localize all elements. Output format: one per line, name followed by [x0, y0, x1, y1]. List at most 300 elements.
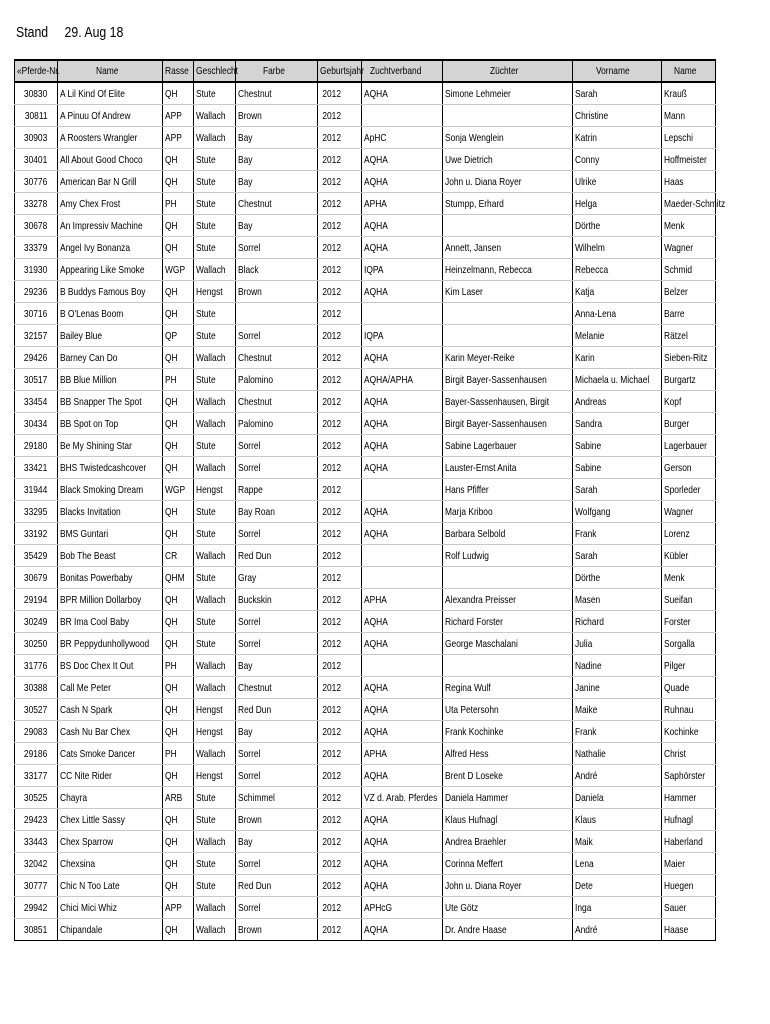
geburtsjahr-cell: 2012: [318, 435, 362, 457]
zuchtverband-cell: AQHA: [362, 82, 443, 105]
owner-name-cell: Kübler: [662, 545, 716, 567]
vorname-cell: Nathalie: [573, 743, 662, 765]
geburtsjahr-cell: 2012: [318, 82, 362, 105]
geschlecht-cell: Stute: [194, 149, 236, 171]
farbe-cell: Chestnut: [236, 82, 318, 105]
geschlecht-cell: Stute: [194, 787, 236, 809]
zuechter-cell: [443, 303, 573, 325]
owner-name-cell: Huegen: [662, 875, 716, 897]
rasse-cell: APP: [163, 105, 194, 127]
farbe-cell: Bay: [236, 655, 318, 677]
farbe-cell: Brown: [236, 281, 318, 303]
pferde-nr-cell: 29236: [15, 281, 58, 303]
pferde-nr-cell: 32157: [15, 325, 58, 347]
zuechter-cell: Alfred Hess: [443, 743, 573, 765]
zuchtverband-cell: AQHA: [362, 875, 443, 897]
farbe-cell: Brown: [236, 919, 318, 941]
pferde-nr-cell: 30777: [15, 875, 58, 897]
horse-name-cell: Chic N Too Late: [58, 875, 163, 897]
geburtsjahr-cell: 2012: [318, 633, 362, 655]
rasse-cell: PH: [163, 193, 194, 215]
owner-name-cell: Menk: [662, 567, 716, 589]
vorname-cell: Frank: [573, 523, 662, 545]
rasse-cell: WGP: [163, 259, 194, 281]
zuchtverband-cell: AQHA: [362, 435, 443, 457]
geburtsjahr-cell: 2012: [318, 699, 362, 721]
rasse-cell: QH: [163, 523, 194, 545]
zuchtverband-cell: [362, 303, 443, 325]
rasse-cell: QH: [163, 171, 194, 193]
vorname-cell: Ulrike: [573, 171, 662, 193]
owner-name-cell: Belzer: [662, 281, 716, 303]
geburtsjahr-cell: 2012: [318, 743, 362, 765]
farbe-cell: Chestnut: [236, 677, 318, 699]
table-row: [15, 831, 716, 853]
horse-name-cell: BR Ima Cool Baby: [58, 611, 163, 633]
geschlecht-cell: Stute: [194, 215, 236, 237]
geburtsjahr-cell: 2012: [318, 897, 362, 919]
zuechter-cell: [443, 105, 573, 127]
rasse-cell: QH: [163, 281, 194, 303]
zuechter-cell: Heinzelmann, Rebecca: [443, 259, 573, 281]
geschlecht-cell: Wallach: [194, 677, 236, 699]
horse-name-cell: BB Snapper The Spot: [58, 391, 163, 413]
vorname-cell: Sarah: [573, 479, 662, 501]
vorname-cell: Karin: [573, 347, 662, 369]
geschlecht-cell: Stute: [194, 633, 236, 655]
horse-name-cell: Chici Mici Whiz: [58, 897, 163, 919]
geburtsjahr-cell: 2012: [318, 721, 362, 743]
rasse-cell: QH: [163, 721, 194, 743]
zuechter-cell: Simone Lehmeier: [443, 82, 573, 105]
table-row: [15, 809, 716, 831]
pferde-nr-cell: 30527: [15, 699, 58, 721]
geburtsjahr-cell: 2012: [318, 325, 362, 347]
farbe-cell: [236, 303, 318, 325]
zuechter-cell: Karin Meyer-Reike: [443, 347, 573, 369]
horse-name-cell: BPR Million Dollarboy: [58, 589, 163, 611]
zuechter-cell: Lauster-Ernst Anita: [443, 457, 573, 479]
geschlecht-cell: Wallach: [194, 831, 236, 853]
vorname-cell: Dörthe: [573, 215, 662, 237]
zuchtverband-cell: AQHA: [362, 699, 443, 721]
farbe-cell: Bay Roan: [236, 501, 318, 523]
rasse-cell: QH: [163, 435, 194, 457]
vorname-cell: Melanie: [573, 325, 662, 347]
geschlecht-cell: Wallach: [194, 347, 236, 369]
zuechter-cell: John u. Diana Royer: [443, 875, 573, 897]
rasse-cell: QH: [163, 391, 194, 413]
rasse-cell: QH: [163, 457, 194, 479]
geburtsjahr-cell: 2012: [318, 347, 362, 369]
zuechter-cell: Birgit Bayer-Sassenhausen: [443, 369, 573, 391]
pferde-nr-cell: 30679: [15, 567, 58, 589]
horse-name-cell: Bonitas Powerbaby: [58, 567, 163, 589]
horse-name-cell: BS Doc Chex It Out: [58, 655, 163, 677]
vorname-cell: Masen: [573, 589, 662, 611]
owner-name-cell: Sorgalla: [662, 633, 716, 655]
horse-name-cell: American Bar N Grill: [58, 171, 163, 193]
rasse-cell: WGP: [163, 479, 194, 501]
farbe-cell: Bay: [236, 127, 318, 149]
geburtsjahr-cell: 2012: [318, 149, 362, 171]
rasse-cell: QH: [163, 677, 194, 699]
geburtsjahr-cell: 2012: [318, 589, 362, 611]
owner-name-cell: Haberland: [662, 831, 716, 853]
zuechter-cell: Bayer-Sassenhausen, Birgit: [443, 391, 573, 413]
geschlecht-cell: Hengst: [194, 765, 236, 787]
owner-name-cell: Rätzel: [662, 325, 716, 347]
rasse-cell: QH: [163, 809, 194, 831]
farbe-cell: Rappe: [236, 479, 318, 501]
rasse-cell: QH: [163, 413, 194, 435]
zuechter-cell: Brent D Loseke: [443, 765, 573, 787]
pferde-nr-cell: 29194: [15, 589, 58, 611]
geburtsjahr-cell: 2012: [318, 479, 362, 501]
zuchtverband-cell: [362, 479, 443, 501]
geburtsjahr-cell: 2012: [318, 765, 362, 787]
zuechter-cell: Regina Wulf: [443, 677, 573, 699]
owner-name-cell: Sieben-Ritz: [662, 347, 716, 369]
owner-name-cell: Sueifan: [662, 589, 716, 611]
table-header-row: [15, 60, 716, 82]
geschlecht-cell: Wallach: [194, 457, 236, 479]
vorname-cell: Nadine: [573, 655, 662, 677]
vorname-cell: Wolfgang: [573, 501, 662, 523]
horse-table: [14, 59, 726, 941]
farbe-cell: Bay: [236, 149, 318, 171]
zuchtverband-cell: [362, 567, 443, 589]
horse-name-cell: Chexsina: [58, 853, 163, 875]
zuechter-cell: Stumpp, Erhard: [443, 193, 573, 215]
pferde-nr-cell: 33278: [15, 193, 58, 215]
zuechter-cell: Barbara Selbold: [443, 523, 573, 545]
pferde-nr-cell: 31776: [15, 655, 58, 677]
pferde-nr-cell: 30517: [15, 369, 58, 391]
zuchtverband-cell: AQHA: [362, 765, 443, 787]
stand-date: 29. Aug 18: [64, 24, 124, 41]
geburtsjahr-cell: 2012: [318, 413, 362, 435]
horse-name-cell: BR Peppydunhollywood: [58, 633, 163, 655]
table-row: [15, 105, 716, 127]
table-row: [15, 567, 716, 589]
geburtsjahr-cell: 2012: [318, 831, 362, 853]
geschlecht-cell: Hengst: [194, 699, 236, 721]
vorname-cell: Michaela u. Michael: [573, 369, 662, 391]
vorname-cell: Inga: [573, 897, 662, 919]
geburtsjahr-cell: 2012: [318, 809, 362, 831]
horse-name-cell: A Roosters Wrangler: [58, 127, 163, 149]
farbe-cell: Sorrel: [236, 237, 318, 259]
rasse-cell: QH: [163, 853, 194, 875]
rasse-cell: ARB: [163, 787, 194, 809]
vorname-cell: Katja: [573, 281, 662, 303]
rasse-cell: CR: [163, 545, 194, 567]
geschlecht-cell: Wallach: [194, 545, 236, 567]
geschlecht-cell: Wallach: [194, 127, 236, 149]
vorname-cell: Janine: [573, 677, 662, 699]
zuchtverband-cell: AQHA: [362, 809, 443, 831]
rasse-cell: QH: [163, 633, 194, 655]
geburtsjahr-cell: 2012: [318, 523, 362, 545]
farbe-cell: Bay: [236, 721, 318, 743]
geburtsjahr-cell: 2012: [318, 875, 362, 897]
table-body: [15, 82, 726, 941]
zuechter-cell: Andrea Braehler: [443, 831, 573, 853]
horse-name-cell: BMS Guntari: [58, 523, 163, 545]
vorname-cell: Katrin: [573, 127, 662, 149]
table-row: [15, 479, 716, 501]
table-row: [15, 655, 716, 677]
vorname-cell: André: [573, 765, 662, 787]
zuechter-cell: Ute Götz: [443, 897, 573, 919]
farbe-cell: Red Dun: [236, 699, 318, 721]
vorname-cell: Maik: [573, 831, 662, 853]
pferde-nr-cell: 30851: [15, 919, 58, 941]
farbe-cell: Sorrel: [236, 743, 318, 765]
geschlecht-cell: Stute: [194, 369, 236, 391]
farbe-cell: Red Dun: [236, 875, 318, 897]
geburtsjahr-cell: 2012: [318, 853, 362, 875]
zuchtverband-cell: AQHA: [362, 611, 443, 633]
rasse-cell: QH: [163, 611, 194, 633]
table-row: [15, 853, 716, 875]
pferde-nr-cell: 29942: [15, 897, 58, 919]
horse-name-cell: CC Nite Rider: [58, 765, 163, 787]
vorname-cell: Helga: [573, 193, 662, 215]
table-row: [15, 215, 716, 237]
zuchtverband-cell: APHcG: [362, 897, 443, 919]
geschlecht-cell: Wallach: [194, 391, 236, 413]
zuchtverband-cell: AQHA: [362, 853, 443, 875]
geschlecht-cell: Stute: [194, 567, 236, 589]
horse-name-cell: B Buddys Famous Boy: [58, 281, 163, 303]
rasse-cell: APP: [163, 897, 194, 919]
pferde-nr-cell: 29423: [15, 809, 58, 831]
horse-name-cell: BB Blue Million: [58, 369, 163, 391]
farbe-cell: Bay: [236, 171, 318, 193]
zuechter-cell: Annett, Jansen: [443, 237, 573, 259]
horse-name-cell: BB Spot on Top: [58, 413, 163, 435]
geschlecht-cell: Wallach: [194, 413, 236, 435]
vorname-cell: Daniela: [573, 787, 662, 809]
geburtsjahr-cell: 2012: [318, 501, 362, 523]
rasse-cell: QH: [163, 765, 194, 787]
farbe-cell: Sorrel: [236, 523, 318, 545]
zuchtverband-cell: AQHA/APHA: [362, 369, 443, 391]
zuchtverband-cell: VZ d. Arab. Pferdes: [362, 787, 443, 809]
table-row: [15, 523, 716, 545]
rasse-cell: QH: [163, 919, 194, 941]
header-zuechter: Züchter: [443, 60, 573, 82]
horse-name-cell: Bob The Beast: [58, 545, 163, 567]
vorname-cell: Sabine: [573, 457, 662, 479]
geschlecht-cell: Stute: [194, 523, 236, 545]
geburtsjahr-cell: 2012: [318, 259, 362, 281]
zuchtverband-cell: [362, 105, 443, 127]
pferde-nr-cell: 33454: [15, 391, 58, 413]
geschlecht-cell: Stute: [194, 303, 236, 325]
vorname-cell: André: [573, 919, 662, 941]
owner-name-cell: Haas: [662, 171, 716, 193]
pferde-nr-cell: 35429: [15, 545, 58, 567]
pferde-nr-cell: 30716: [15, 303, 58, 325]
zuchtverband-cell: AQHA: [362, 831, 443, 853]
table-row: [15, 501, 716, 523]
horse-name-cell: Angel Ivy Bonanza: [58, 237, 163, 259]
vorname-cell: Frank: [573, 721, 662, 743]
owner-name-cell: Kochinke: [662, 721, 716, 743]
zuechter-cell: Daniela Hammer: [443, 787, 573, 809]
table-row: [15, 193, 716, 215]
zuechter-cell: Sabine Lagerbauer: [443, 435, 573, 457]
zuchtverband-cell: AQHA: [362, 919, 443, 941]
table-row: [15, 413, 716, 435]
horse-name-cell: Appearing Like Smoke: [58, 259, 163, 281]
owner-name-cell: Forster: [662, 611, 716, 633]
zuchtverband-cell: IQPA: [362, 259, 443, 281]
vorname-cell: Sarah: [573, 545, 662, 567]
pferde-nr-cell: 30249: [15, 611, 58, 633]
table-row: [15, 765, 716, 787]
table-row: [15, 281, 716, 303]
rasse-cell: QH: [163, 831, 194, 853]
vorname-cell: Wilhelm: [573, 237, 662, 259]
rasse-cell: QH: [163, 699, 194, 721]
rasse-cell: QH: [163, 303, 194, 325]
header-rasse: Rasse: [163, 60, 194, 82]
table-row: [15, 82, 716, 105]
pferde-nr-cell: 31944: [15, 479, 58, 501]
owner-name-cell: Hufnagl: [662, 809, 716, 831]
horse-name-cell: Cats Smoke Dancer: [58, 743, 163, 765]
pferde-nr-cell: 29426: [15, 347, 58, 369]
horse-name-cell: Chayra: [58, 787, 163, 809]
rasse-cell: QH: [163, 875, 194, 897]
vorname-cell: Rebecca: [573, 259, 662, 281]
horse-name-cell: Chipandale: [58, 919, 163, 941]
geburtsjahr-cell: 2012: [318, 127, 362, 149]
rasse-cell: QHM: [163, 567, 194, 589]
zuchtverband-cell: [362, 655, 443, 677]
vorname-cell: Lena: [573, 853, 662, 875]
pferde-nr-cell: 30525: [15, 787, 58, 809]
zuchtverband-cell: AQHA: [362, 215, 443, 237]
table-row: [15, 677, 716, 699]
horse-name-cell: Chex Sparrow: [58, 831, 163, 853]
pferde-nr-cell: 33192: [15, 523, 58, 545]
geschlecht-cell: Stute: [194, 853, 236, 875]
vorname-cell: Klaus: [573, 809, 662, 831]
geburtsjahr-cell: 2012: [318, 237, 362, 259]
geburtsjahr-cell: 2012: [318, 655, 362, 677]
zuchtverband-cell: AQHA: [362, 347, 443, 369]
zuechter-cell: Frank Kochinke: [443, 721, 573, 743]
header-farbe: Farbe: [236, 60, 318, 82]
vorname-cell: Anna-Lena: [573, 303, 662, 325]
owner-name-cell: Quade: [662, 677, 716, 699]
vorname-cell: Dörthe: [573, 567, 662, 589]
farbe-cell: Sorrel: [236, 853, 318, 875]
pferde-nr-cell: 30250: [15, 633, 58, 655]
pferde-nr-cell: 30434: [15, 413, 58, 435]
pferde-nr-cell: 31930: [15, 259, 58, 281]
zuechter-cell: Klaus Hufnagl: [443, 809, 573, 831]
owner-name-cell: Menk: [662, 215, 716, 237]
pferde-nr-cell: 30903: [15, 127, 58, 149]
rasse-cell: QH: [163, 237, 194, 259]
owner-name-cell: Hammer: [662, 787, 716, 809]
table-row: [15, 699, 716, 721]
table-row: [15, 743, 716, 765]
header-vorname: Vorname: [573, 60, 662, 82]
rasse-cell: QH: [163, 82, 194, 105]
owner-name-cell: Barre: [662, 303, 716, 325]
owner-name-cell: Saphörster: [662, 765, 716, 787]
header-geschlecht: Geschlecht: [194, 60, 236, 82]
geburtsjahr-cell: 2012: [318, 611, 362, 633]
zuchtverband-cell: AQHA: [362, 149, 443, 171]
zuechter-cell: Birgit Bayer-Sassenhausen: [443, 413, 573, 435]
zuechter-cell: Uta Petersohn: [443, 699, 573, 721]
horse-name-cell: Bailey Blue: [58, 325, 163, 347]
farbe-cell: Sorrel: [236, 325, 318, 347]
zuechter-cell: Rolf Ludwig: [443, 545, 573, 567]
farbe-cell: Palomino: [236, 413, 318, 435]
farbe-cell: Sorrel: [236, 633, 318, 655]
horse-name-cell: Be My Shining Star: [58, 435, 163, 457]
zuechter-cell: Dr. Andre Haase: [443, 919, 573, 941]
horse-name-cell: An Impressiv Machine: [58, 215, 163, 237]
geburtsjahr-cell: 2012: [318, 919, 362, 941]
pferde-nr-cell: 30776: [15, 171, 58, 193]
horse-name-cell: Amy Chex Frost: [58, 193, 163, 215]
farbe-cell: Sorrel: [236, 435, 318, 457]
zuechter-cell: Sonja Wenglein: [443, 127, 573, 149]
geschlecht-cell: Stute: [194, 809, 236, 831]
zuechter-cell: Marja Kriboo: [443, 501, 573, 523]
horse-name-cell: All About Good Choco: [58, 149, 163, 171]
owner-name-cell: Wagner: [662, 237, 716, 259]
table-row: [15, 545, 716, 567]
header-geburtsjahr: Geburtsjahr: [318, 60, 362, 82]
rasse-cell: QH: [163, 347, 194, 369]
farbe-cell: Black: [236, 259, 318, 281]
zuechter-cell: [443, 655, 573, 677]
vorname-cell: Sabine: [573, 435, 662, 457]
geschlecht-cell: Stute: [194, 435, 236, 457]
geschlecht-cell: Stute: [194, 171, 236, 193]
vorname-cell: Julia: [573, 633, 662, 655]
farbe-cell: Sorrel: [236, 897, 318, 919]
zuchtverband-cell: AQHA: [362, 677, 443, 699]
zuchtverband-cell: AQHA: [362, 237, 443, 259]
owner-name-cell: Gerson: [662, 457, 716, 479]
geschlecht-cell: Hengst: [194, 721, 236, 743]
horse-name-cell: BHS Twistedcashcover: [58, 457, 163, 479]
horse-name-cell: Cash N Spark: [58, 699, 163, 721]
geburtsjahr-cell: 2012: [318, 567, 362, 589]
rasse-cell: APP: [163, 127, 194, 149]
geburtsjahr-cell: 2012: [318, 545, 362, 567]
geburtsjahr-cell: 2012: [318, 457, 362, 479]
horse-name-cell: Black Smoking Dream: [58, 479, 163, 501]
owner-name-cell: Christ: [662, 743, 716, 765]
geschlecht-cell: Stute: [194, 325, 236, 347]
horse-name-cell: Blacks Invitation: [58, 501, 163, 523]
farbe-cell: Schimmel: [236, 787, 318, 809]
table-row: [15, 347, 716, 369]
